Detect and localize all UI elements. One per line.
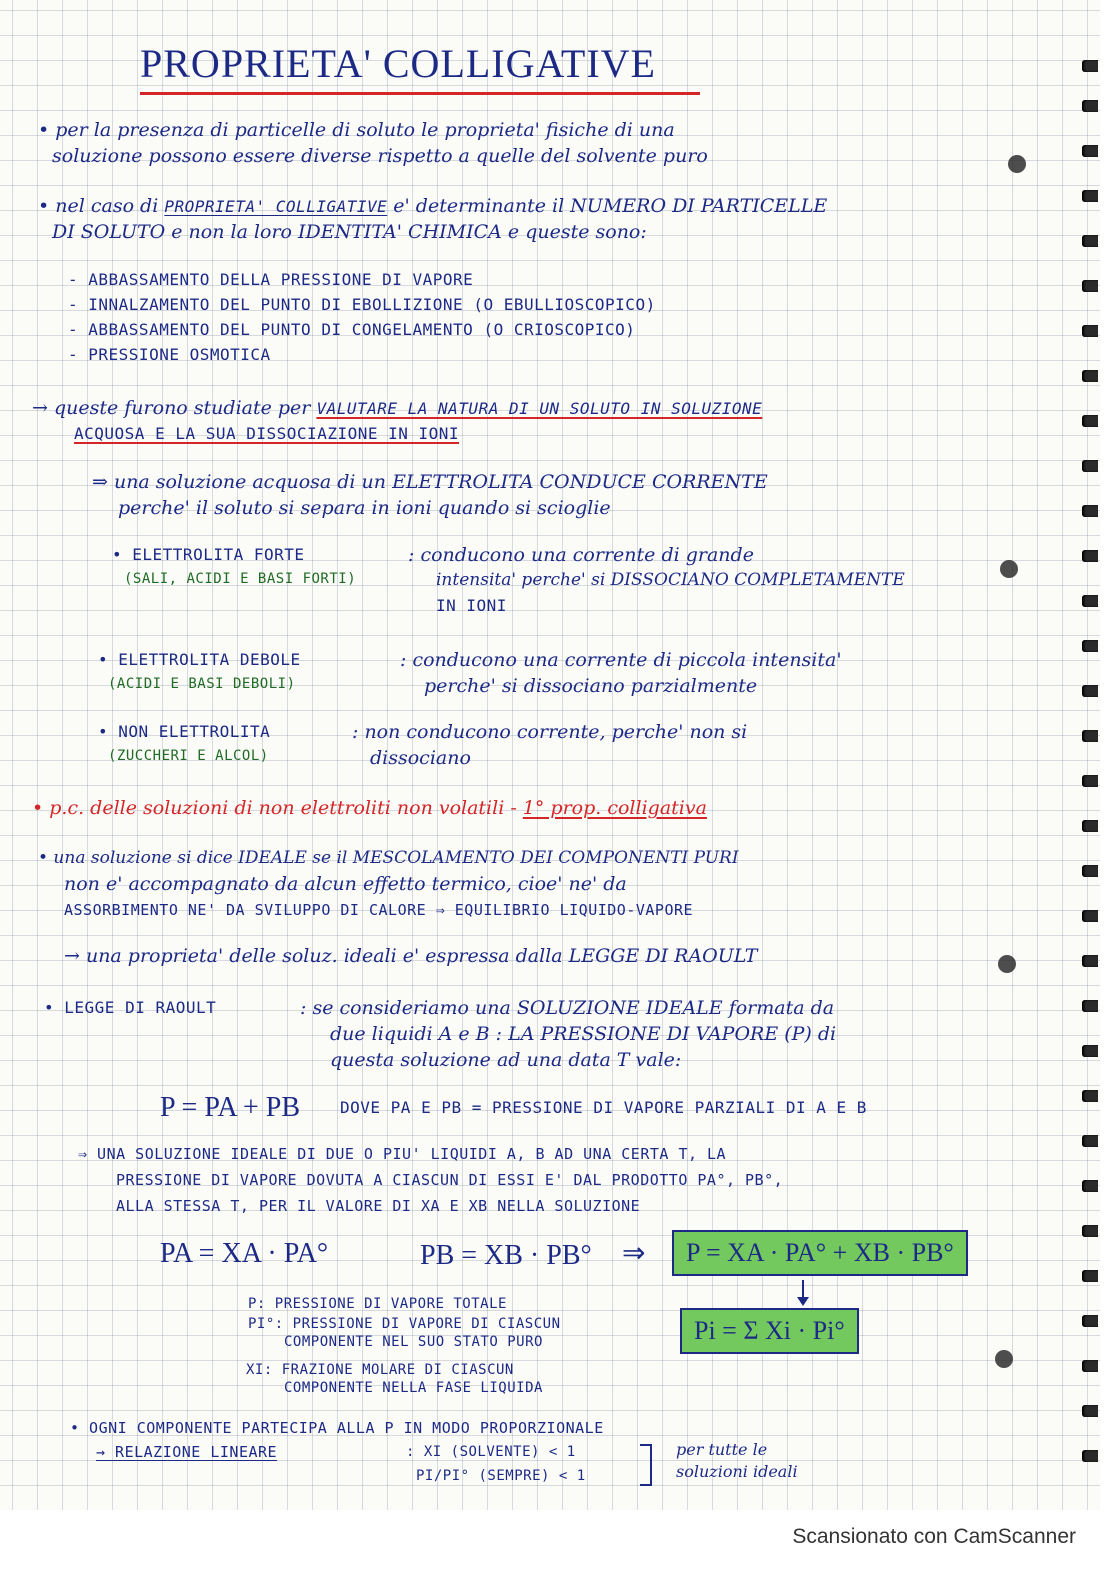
spiral-hole [1082,100,1098,112]
spiral-hole [1082,640,1098,652]
bracket [640,1444,652,1486]
raoult-law-box: P = XA · PA° + XB · PB° [672,1230,968,1276]
non-desc: : non conducono corrente, perche' non si [352,721,748,743]
raoult-desc: due liquidi A e B : LA PRESSIONE DI VAPORE (P) di [330,1023,837,1045]
spiral-hole [1082,955,1098,967]
formula-total-pressure: P = PA + PB [160,1092,301,1123]
mixture-line: PRESSIONE DI VAPORE DOVUTA A CIASCUN DI ESSI E' DAL PRODOTTO PA°, PB°, [116,1171,784,1189]
spiral-hole [1082,1450,1098,1462]
ink-smudge [998,955,1016,973]
legend-x: XI: FRAZIONE MOLARE DI CIASCUN [246,1362,514,1378]
electrolyte-line: ⇒ una soluzione acquosa di un ELETTROLITA CONDUCE CORRENTE [92,471,768,493]
strong-desc: intensita' perche' si DISSOCIANO COMPLETAMENTE [436,570,905,590]
spiral-hole [1082,820,1098,832]
implies-arrow: ⇒ [622,1238,646,1269]
spiral-hole [1082,595,1098,607]
ideal-line: non e' accompagnato da alcun effetto termico, cioe' ne' da [64,873,627,895]
arrow-down [802,1280,804,1298]
spiral-hole [1082,910,1098,922]
spiral-hole [1082,1225,1098,1237]
ideal-line: ASSORBIMENTO NE' DA SVILUPPO DI CALORE ⇒ EQUILIBRIO LIQUIDO-VAPORE [64,901,694,919]
raoult-desc: : se consideriamo una SOLUZIONE IDEALE formata da [300,997,835,1019]
spiral-hole [1082,1405,1098,1417]
colligative-suffix: e' determinante il NUMERO DI PARTICELLE [393,195,828,217]
mixture-line: ALLA STESSA T, PER IL VALORE DI XA E XB NELLA SOLUZIONE [116,1197,641,1215]
ideal-line: • una soluzione si dice IDEALE se il MESCOLAMENTO DEI COMPONENTI PURI [38,848,739,868]
page-title: PROPRIETA' COLLIGATIVE [140,41,656,86]
studied-line [32,396,762,421]
spiral-hole [1082,190,1098,202]
general-raoult-box: Pi = Σ Xi · Pi° [680,1308,859,1354]
formula-pa: PA = XA · PA° [160,1238,329,1269]
final-line: • OGNI COMPONENTE PARTECIPA ALLA P IN MODO PROPORZIONALE [70,1419,604,1437]
strong-desc: IN IONI [436,596,507,615]
strong-examples: (SALI, ACIDI E BASI FORTI) [124,571,357,587]
ink-smudge [1008,155,1026,173]
weak-desc: : conducono una corrente di piccola intensita' [400,649,842,671]
spiral-hole [1082,1315,1098,1327]
ink-smudge [1000,560,1018,578]
colligative-prefix: • nel caso di [38,195,159,217]
ink-smudge [995,1350,1013,1368]
spiral-hole [1082,1360,1098,1372]
strong-label: • ELETTROLITA FORTE [112,545,305,564]
legend-p0: COMPONENTE NEL SUO STATO PURO [284,1334,543,1350]
final-condition: PI/PI° (SEMPRE) < 1 [416,1468,586,1484]
spiral-hole [1082,235,1098,247]
spiral-hole [1082,460,1098,472]
property-item: - ABBASSAMENTO DEL PUNTO DI CONGELAMENTO (O CRIOSCOPICO) [68,320,636,339]
non-desc: dissociano [370,747,471,769]
final-note: per tutte le [676,1440,768,1459]
final-note: soluzioni ideali [676,1462,798,1481]
spiral-hole [1082,415,1098,427]
spiral-hole [1082,1270,1098,1282]
studied-highlight: VALUTARE LA NATURA DI UN SOLUTO IN SOLUZIONE [316,399,763,418]
intro-line: • per la presenza di particelle di soluto le proprieta' fisiche di una [38,119,675,141]
colligative-term: PROPRIETA' COLLIGATIVE [164,197,388,216]
pc-text: • p.c. delle soluzioni di non elettroliti non volatili - [32,797,517,819]
legend-p: P: PRESSIONE DI VAPORE TOTALE [248,1296,507,1312]
spiral-hole [1082,505,1098,517]
non-label: • NON ELETTROLITA [98,722,271,741]
strong-desc: : conducono una corrente di grande [408,544,754,566]
spiral-hole [1082,1090,1098,1102]
spiral-binding [1078,0,1100,1510]
weak-examples: (ACIDI E BASI DEBOLI) [108,676,296,692]
spiral-hole [1082,280,1098,292]
property-item: - INNALZAMENTO DEL PUNTO DI EBOLLIZIONE (O EBULLIOSCOPICO) [68,295,656,314]
raoult-desc: questa soluzione ad una data T vale: [330,1049,682,1071]
legend-x: COMPONENTE NELLA FASE LIQUIDA [284,1380,543,1396]
spiral-hole [1082,325,1098,337]
mixture-line: ⇒ UNA SOLUZIONE IDEALE DI DUE O PIU' LIQUIDI A, B AD UNA CERTA T, LA [78,1145,727,1163]
weak-desc: perche' si dissociano parzialmente [424,675,758,697]
spiral-hole [1082,550,1098,562]
raoult-label: • LEGGE DI RAOULT [44,998,217,1017]
formula-pb: PB = XB · PB° [420,1240,592,1271]
spiral-hole [1082,1180,1098,1192]
title-underline [140,92,700,95]
pc-highlight: 1° prop. colligativa [522,797,707,819]
pc-heading [32,796,707,820]
property-item: - PRESSIONE OSMOTICA [68,345,271,364]
spiral-hole [1082,1045,1098,1057]
spiral-hole [1082,685,1098,697]
non-examples: (ZUCCHERI E ALCOL) [108,748,269,764]
final-condition: : XI (SOLVENTE) < 1 [406,1444,576,1460]
spiral-hole [1082,60,1098,72]
spiral-hole [1082,1135,1098,1147]
spiral-hole [1082,775,1098,787]
colligative-line [38,194,827,219]
scanner-watermark: Scansionato con CamScanner [792,1525,1076,1548]
spiral-hole [1082,730,1098,742]
studied-prefix: → queste furono studiate per [32,397,311,419]
intro-line: soluzione possono essere diverse rispetto a quelle del solvente puro [52,145,708,167]
spiral-hole [1082,865,1098,877]
electrolyte-line: perche' il soluto si separa in ioni quando si scioglie [118,497,611,519]
spiral-hole [1082,370,1098,382]
legend-p0: PI°: PRESSIONE DI VAPORE DI CIASCUN [248,1316,561,1332]
studied-line: ACQUOSA E LA SUA DISSOCIAZIONE IN IONI [74,424,460,443]
formula-total-desc: DOVE PA E PB = PRESSIONE DI VAPORE PARZIALI DI A E B [340,1098,867,1117]
colligative-line: DI SOLUTO e non la loro IDENTITA' CHIMICA e queste sono: [52,221,647,243]
spiral-hole [1082,1000,1098,1012]
weak-label: • ELETTROLITA DEBOLE [98,650,301,669]
property-item: - ABBASSAMENTO DELLA PRESSIONE DI VAPORE [68,270,474,289]
ideal-line: → una proprieta' delle soluz. ideali e' espressa dalla LEGGE DI RAOULT [64,945,758,967]
final-relation: → RELAZIONE LINEARE [96,1443,278,1461]
spiral-hole [1082,145,1098,157]
